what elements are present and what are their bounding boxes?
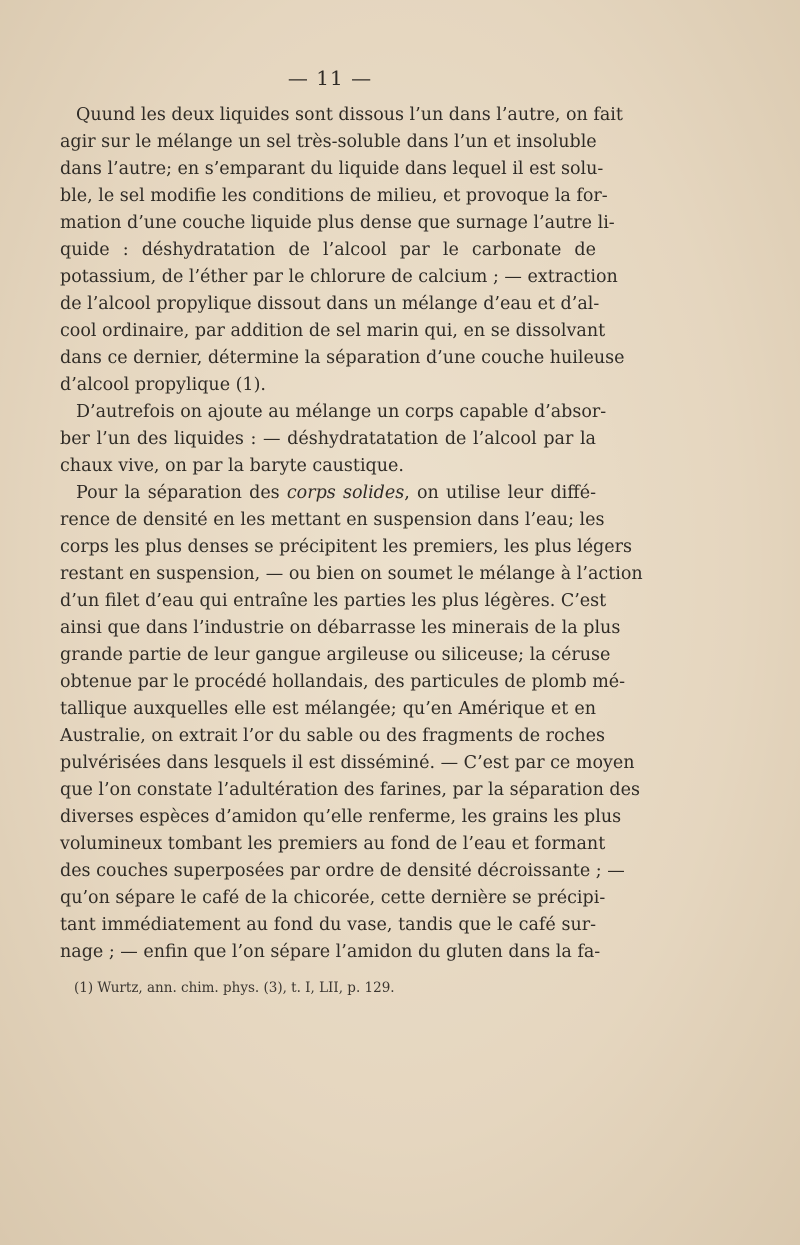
text-line: quide : déshydratation de l’alcool par le carbonate de (60, 240, 596, 260)
text-line: diverses espèces d’amidon qu’elle renferme, les grains les plus (60, 807, 622, 827)
text-line: mation d’une couche liquide plus dense que surnage l’autre li- (60, 213, 615, 233)
text-line: restant en suspension, — ou bien on soumet le mélange à l’action (60, 564, 643, 584)
body-text (60, 102, 643, 966)
text-line-with-italic (60, 480, 596, 507)
text-line: dans l’autre; en s’emparant du liquide dans lequel il est solu- (60, 159, 604, 179)
text-line: que l’on constate l’adultération des farines, par la séparation des (60, 780, 640, 800)
text-line: de l’alcool propylique dissout dans un mélange d’eau et d’al- (60, 294, 600, 314)
text-line: volumineux tombant les premiers au fond de l’eau et formant (60, 834, 606, 854)
text-line: pulvérisées dans lesquels il est disséminé. — C’est par ce moyen (60, 753, 635, 773)
text-line: grande partie de leur gangue argileuse ou siliceuse; la céruse (60, 645, 611, 665)
text-line: Quund les deux liquides sont dissous l’un dans l’autre, on fait (76, 105, 623, 125)
text-line: d’un filet d’eau qui entraîne les parties les plus légères. C’est (60, 591, 607, 611)
text-line: qu’on sépare le café de la chicorée, cette dernière se précipi- (60, 888, 606, 908)
text-line: d’alcool propylique (1). (60, 375, 266, 395)
text-line: agir sur le mélange un sel très-soluble dans l’un et insoluble (60, 132, 597, 152)
text-line: ble, le sel modifie les conditions de milieu, et provoque la for- (60, 186, 608, 206)
text-line: obtenue par le procédé hollandais, des particules de plomb mé- (60, 672, 626, 692)
text-line: dans ce dernier, détermine la séparation d’une couche huileuse (60, 348, 625, 368)
text-line: chaux vive, on par la baryte caustique. (60, 456, 404, 476)
text-segment: Pour la séparation des (76, 483, 287, 503)
text-line: nage ; — enfin que l’on sépare l’amidon du gluten dans la fa- (60, 942, 601, 962)
text-line: Australie, on extrait l’or du sable ou des fragments de roches (60, 726, 605, 746)
text-line: corps les plus denses se précipitent les premiers, les plus légers (60, 537, 632, 557)
text-line: cool ordinaire, par addition de sel marin qui, en se dissolvant (60, 321, 606, 341)
text-line: ber l’un des liquides : — déshydratatation de l’alcool par la (60, 429, 596, 449)
italic-term: corps solides (286, 483, 405, 503)
text-line: des couches superposées par ordre de densité décroissante ; — (60, 861, 625, 881)
page-number: — 11 — (287, 66, 373, 90)
footnote: (1) Wurtz, ann. chim. phys. (3), t. I, LII, p. 129. (74, 980, 395, 996)
text-line: tant immédiatement au fond du vase, tandis que le café sur- (60, 915, 596, 935)
text-line: potassium, de l’éther par le chlorure de calcium ; — extraction (60, 267, 618, 287)
text-line: rence de densité en les mettant en suspension dans l’eau; les (60, 510, 605, 530)
text-segment: , on utilise leur diffé- (404, 483, 596, 503)
text-line: ainsi que dans l’industrie on débarrasse les minerais de la plus (60, 618, 621, 638)
text-line: D’autrefois on ajoute au mélange un corps capable d’absor- (76, 402, 607, 422)
text-line: tallique auxquelles elle est mélangée; qu’en Amérique et en (60, 699, 596, 719)
